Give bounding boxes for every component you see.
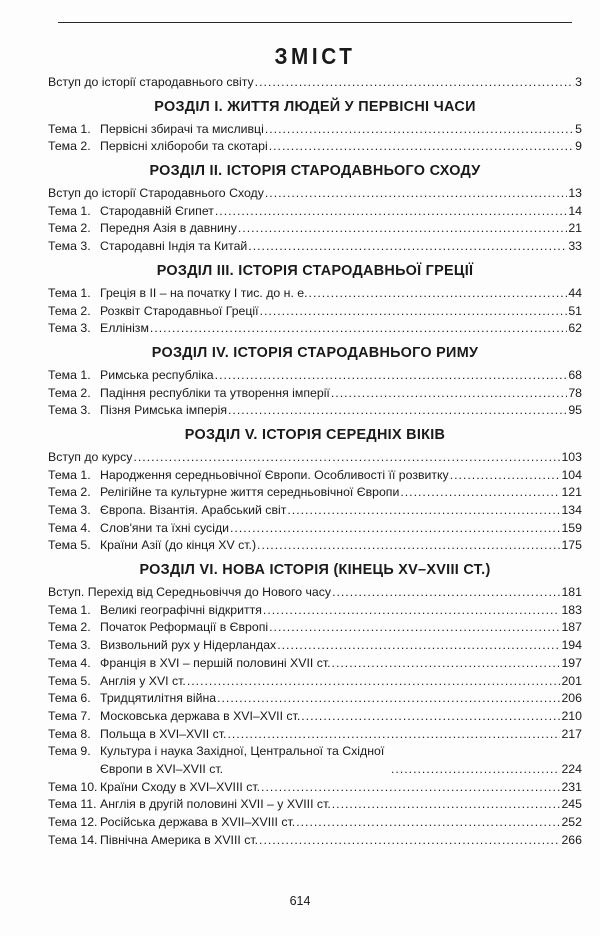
entry-label: Тема 3. [48, 638, 91, 653]
entry-label: Тема 3. [48, 503, 91, 517]
entry-page-number: 51 [568, 303, 582, 318]
toc-entry[interactable] [48, 832, 582, 850]
entry-text: Польща в XVI–XVII ст. [100, 726, 227, 741]
toc-entry[interactable] [48, 726, 582, 744]
entry-label: Тема 2. [48, 139, 91, 154]
entry-label: Тема 6. [48, 691, 91, 706]
entry-text: Вступ до курсу [48, 449, 133, 464]
entry-label: Тема 3. [48, 239, 91, 254]
entry-page-number: 104 [561, 467, 582, 482]
entry-page-number: 231 [561, 779, 582, 794]
entry-page-number: 68 [568, 367, 582, 382]
entry-label: Тема 3. [48, 403, 91, 418]
entry-page-number: 33 [568, 239, 582, 254]
entry-label: Тема 1. [48, 285, 91, 300]
entry-page-number: 210 [561, 708, 582, 723]
entry-label: Тема 8. [48, 726, 91, 741]
entry-page-number: 187 [561, 620, 582, 635]
entry-text: Слов'яни та їхні сусіди [100, 520, 229, 535]
toc-entry[interactable] [48, 779, 582, 797]
entry-page-number: 175 [561, 538, 582, 553]
dot-leader [227, 726, 560, 744]
dot-leader [331, 385, 567, 403]
dot-leader [150, 320, 567, 338]
entry-label: Тема 2. [48, 303, 91, 318]
entry-text: Північна Америка в XVIII ст. [100, 832, 259, 847]
section-heading: РОЗДІЛ ІІ. ІСТОРІЯ СТАРОДАВНЬОГО СХОДУ [149, 163, 481, 180]
entry-page-number: 197 [561, 655, 582, 670]
dot-leader [217, 690, 560, 708]
entry-page-number: 206 [561, 691, 582, 706]
entry-page-number: 14 [568, 203, 582, 218]
dot-leader [332, 655, 561, 673]
entry-label: Тема 1. [48, 203, 91, 218]
entry-page-number: 159 [561, 520, 582, 535]
section-heading: РОЗДІЛ IV. ІСТОРІЯ СТАРОДАВНЬОГО РИМУ [151, 344, 479, 361]
entry-label: Тема 11. [48, 797, 97, 812]
entry-text: Тридцятилітня війна [100, 691, 217, 706]
section-heading: РОЗДІЛ І. ЖИТТЯ ЛЮДЕЙ У ПЕРВІСНІ ЧАСИ [154, 98, 476, 115]
entry-label: Тема 7. [48, 708, 91, 723]
dot-leader [248, 238, 567, 256]
toc-entry[interactable] [48, 449, 582, 467]
dot-leader [332, 796, 561, 814]
dot-leader [287, 502, 560, 520]
toc-entry[interactable] [48, 584, 582, 602]
entry-page-number: 183 [561, 602, 582, 617]
entry-text: Країни Азії (до кінця XV ст.) [100, 538, 257, 553]
toc-entry-intro[interactable] [48, 74, 582, 92]
entry-page-number: 5 [575, 121, 582, 136]
entry-page-number: 78 [568, 385, 582, 400]
entry-page-number: 44 [568, 285, 582, 300]
section-heading: РОЗДІЛ ІІІ. ІСТОРІЯ СТАРОДАВНЬОЇ ГРЕЦІЇ [156, 262, 474, 279]
entry-label: Тема 14. [48, 832, 98, 847]
page-number-footer: 614 [289, 894, 311, 908]
entry-text: Релігійне та культурне життя середньовічної Європи [100, 485, 400, 500]
dot-leader [400, 484, 560, 502]
toc-entry[interactable] [48, 467, 582, 485]
entry-text: Російська держава в XVII–XVIII ст. [100, 815, 296, 830]
dot-leader [269, 138, 574, 156]
entry-page-number: 95 [568, 403, 582, 418]
toc-entry[interactable] [48, 185, 582, 203]
entry-label: Тема 4. [48, 520, 91, 535]
dot-leader [391, 761, 560, 779]
entry-text: Римська республіка [100, 367, 214, 382]
entry-page-number: 194 [561, 638, 582, 653]
entry-page-number: 9 [575, 139, 582, 154]
entry-page-number: 224 [561, 761, 582, 776]
dot-leader [228, 402, 567, 420]
dot-leader [215, 367, 568, 385]
entry-label: Тема 1. [48, 367, 91, 382]
toc-entry[interactable] [48, 220, 582, 238]
dot-leader [265, 121, 574, 139]
entry-text: Початок Реформації в Європі [100, 620, 269, 635]
entry-label: Тема 1. [48, 602, 91, 617]
entry-text: Первісні хлібороби та скотарі [100, 139, 268, 154]
entry-page-number: 103 [561, 449, 582, 464]
entry-page-number: 13 [568, 186, 582, 201]
toc-entry[interactable] [48, 690, 582, 708]
entry-label: Тема 9. [48, 744, 91, 759]
toc-entry[interactable] [48, 303, 582, 321]
dot-leader [261, 779, 560, 797]
dot-leader [332, 584, 560, 602]
entry-text: Англія в другій половині XVII – у XVIII ст. [100, 797, 331, 812]
toc-entry[interactable] [48, 367, 582, 385]
entry-text: Стародавні Індія та Китай [100, 239, 248, 254]
entry-text: Пізня Римська імперія [100, 403, 227, 418]
entry-label: Тема 10. [48, 779, 98, 794]
entry-page-number: 201 [561, 673, 582, 688]
table-of-contents [48, 40, 582, 849]
entry-text: Стародавній Єгипет [100, 203, 214, 218]
toc-entry[interactable] [48, 285, 582, 303]
dot-leader [230, 520, 560, 538]
dot-leader [263, 602, 561, 620]
entry-text: Вступ до історії стародавнього світу [48, 75, 254, 89]
dot-leader [259, 832, 560, 850]
dot-leader [309, 285, 568, 303]
entry-page-number: 62 [568, 321, 582, 336]
entry-page-number: 252 [561, 815, 582, 830]
entry-text: Франція в XVI – першій половині XVII ст. [100, 655, 331, 670]
entry-page-number: 21 [568, 221, 582, 236]
entry-label: Тема 3. [48, 321, 91, 336]
dot-leader [257, 537, 560, 555]
entry-label: Тема 5. [48, 673, 91, 688]
entry-page-number: 266 [561, 832, 582, 847]
entry-text: Вступ. Перехід від Середньовіччя до Нового часу [48, 585, 332, 600]
entry-label: Тема 2. [48, 485, 91, 500]
entry-text: Європа. Візантія. Арабський світ [100, 503, 287, 517]
dot-leader [215, 203, 567, 221]
dot-leader [187, 673, 561, 691]
entry-label: Тема 1. [48, 121, 91, 136]
entry-page-number: 134 [561, 503, 582, 517]
dot-leader [277, 637, 560, 655]
entry-text: Культура і наука Західної, Центральної та Східної Європи в XVI–XVII ст. [100, 744, 385, 776]
entry-text: Народження середньовічної Європи. Особливості її розвитку [100, 467, 449, 482]
toc-entry[interactable] [48, 203, 582, 221]
toc-entry[interactable] [48, 796, 582, 814]
top-rule [58, 22, 572, 23]
entry-label: Тема 4. [48, 655, 91, 670]
toc-entry[interactable] [48, 655, 582, 673]
entry-page-number: 121 [561, 485, 582, 500]
dot-leader [296, 814, 560, 832]
entry-text: Московська держава в XVI–XVII ст. [100, 708, 301, 723]
toc-entry[interactable] [48, 619, 582, 637]
toc-entry[interactable] [48, 602, 582, 620]
entry-label: Тема 5. [48, 538, 91, 553]
section-heading: РОЗДІЛ VI. НОВА ІСТОРІЯ (КІНЕЦЬ XV–XVIII СТ.) [139, 562, 491, 579]
dot-leader [238, 220, 567, 238]
toc-entry[interactable] [48, 637, 582, 655]
toc-entry[interactable] [48, 537, 582, 555]
entry-page-number: 181 [561, 585, 582, 600]
entry-label: Тема 2. [48, 221, 91, 236]
entry-text: Визвольний рух у Нідерландах [100, 638, 277, 653]
entry-text: Великі географічні відкриття [100, 602, 262, 617]
entry-page-number: 3 [575, 75, 582, 89]
entry-page-number: 217 [561, 726, 582, 741]
entry-label: Тема 1. [48, 467, 91, 482]
toc-entry[interactable] [48, 402, 582, 420]
entry-text: Падіння республіки та утворення імперії [100, 385, 330, 400]
toc-entry[interactable] [48, 238, 582, 256]
dot-leader [133, 449, 560, 467]
toc-entry[interactable] [48, 385, 582, 403]
toc-entry[interactable] [48, 708, 582, 726]
dot-leader [301, 708, 560, 726]
toc-entry[interactable] [48, 520, 582, 538]
entry-text: Передня Азія в давнину [100, 221, 237, 236]
entry-text: Первісні збирачі та мисливці [100, 121, 264, 136]
toc-entry[interactable] [48, 138, 582, 156]
entry-label: Тема 2. [48, 385, 91, 400]
entry-text: Еллінізм [100, 321, 149, 336]
dot-leader [269, 619, 560, 637]
toc-entry[interactable] [48, 743, 582, 778]
entry-text: Вступ до історії Стародавнього Сходу [48, 186, 264, 201]
dot-leader [265, 185, 567, 203]
entry-label: Тема 12. [48, 815, 98, 830]
toc-entry[interactable] [48, 814, 582, 832]
entry-text: Розквіт Стародавньої Греції [100, 303, 259, 318]
section-heading: РОЗДІЛ V. ІСТОРІЯ СЕРЕДНІХ ВІКІВ [184, 426, 446, 443]
toc-entry[interactable] [48, 320, 582, 338]
entry-label: Тема 2. [48, 620, 91, 635]
toc-entry[interactable] [48, 484, 582, 502]
toc-entry[interactable] [48, 121, 582, 139]
entry-text: Англія у XVI ст. [100, 673, 186, 688]
entry-text: Греція в ІІ – на початку І тис. до н. е. [100, 285, 308, 300]
toc-title: ЗМІСТ [274, 43, 356, 69]
dot-leader [255, 74, 574, 92]
toc-entry[interactable] [48, 502, 582, 520]
entry-page-number: 245 [561, 797, 582, 812]
toc-entry[interactable] [48, 673, 582, 691]
entry-text: Країни Сходу в XVI–XVIII ст. [100, 779, 261, 794]
dot-leader [450, 467, 561, 485]
dot-leader [260, 303, 568, 321]
